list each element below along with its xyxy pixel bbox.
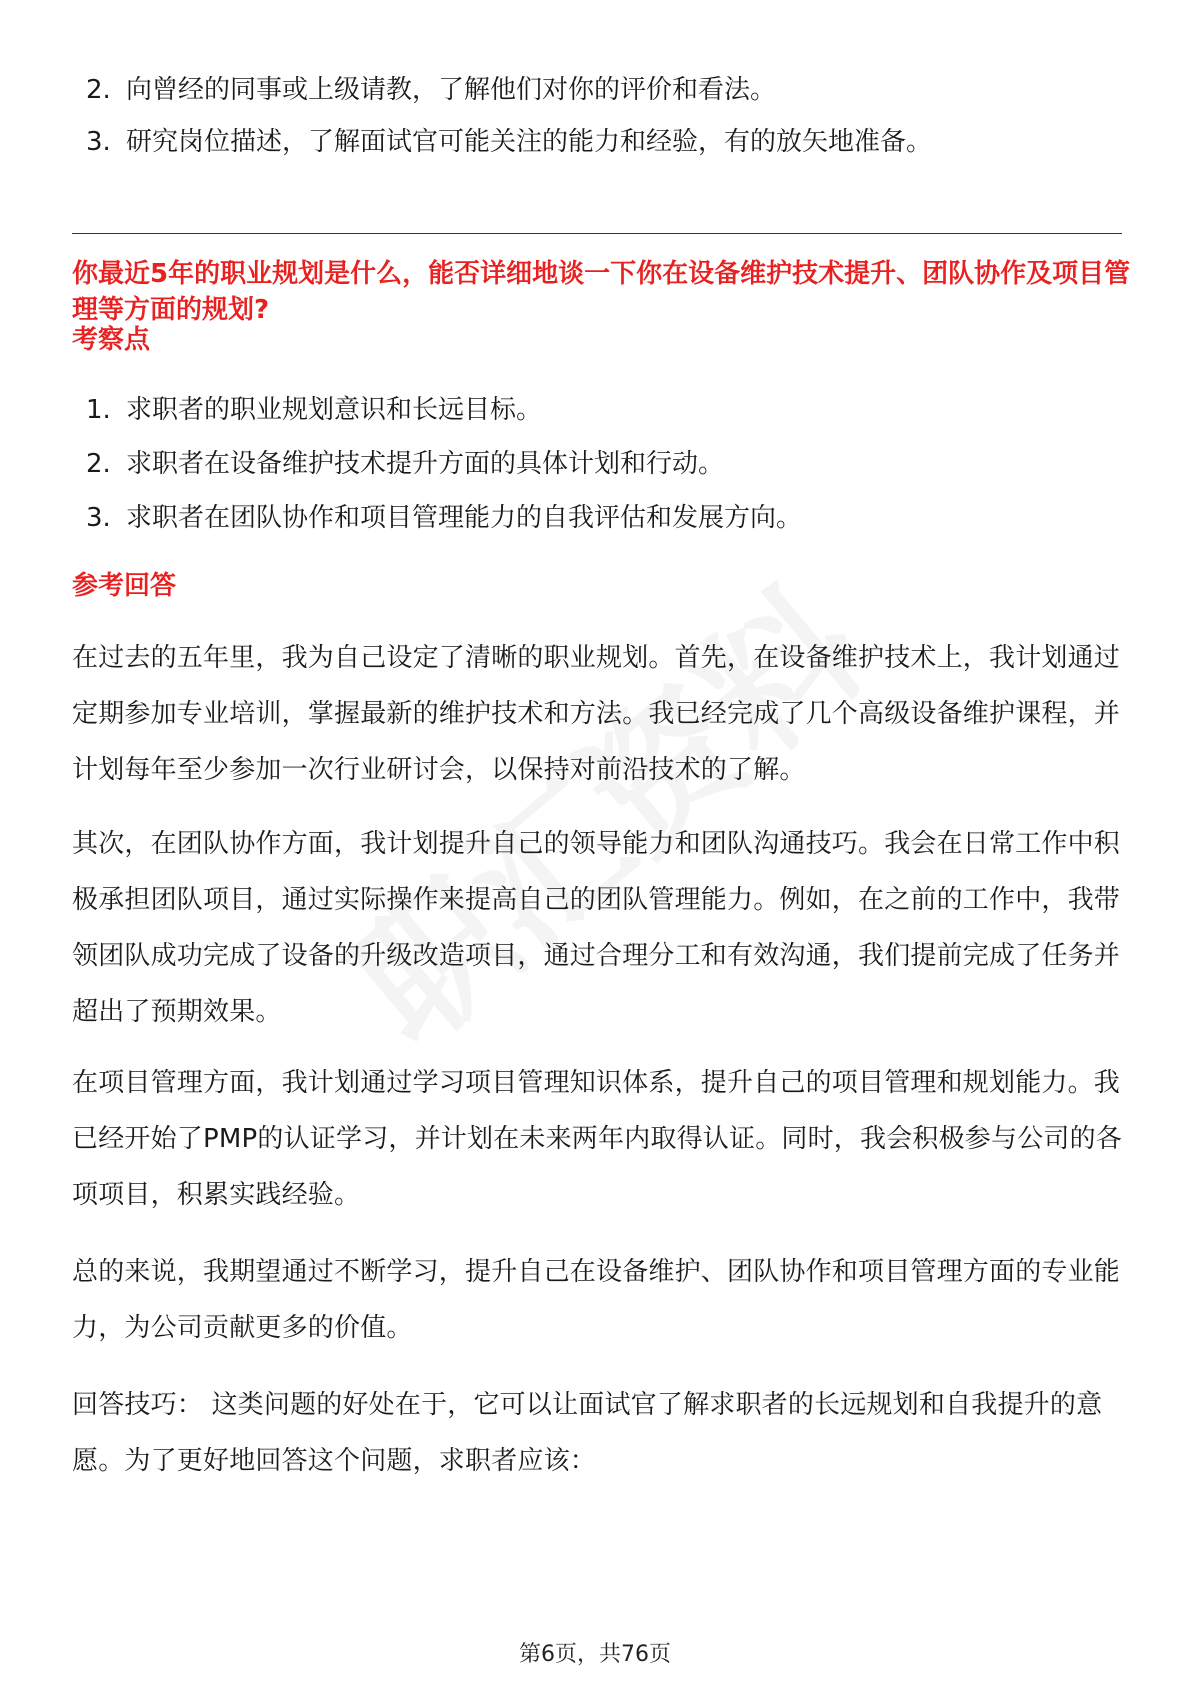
answer-paragraph: 总的来说，我期望通过不断学习，提升自己在设备维护、团队协作和项目管理方面的专业能力，为公司贡献更多的价值。 [72,1257,1121,1343]
answer-paragraph: 其次，在团队协作方面，我计划提升自己的领导能力和团队沟通技巧。我会在日常工作中积极承担团队项目，通过实际操作来提高自己的团队管理能力。例如，在之前的工作中，我带领团队成功完成了设备的升级改造项目，通过合理分工和有效沟通，我们提前完成了任务并超出了预期效果。 [72,829,1121,1027]
interview-question: 你最近5年的职业规划是什么，能否详细地谈一下你在设备维护技术提升、团队协作及项目管理等方面的规划? [72,259,1131,325]
answer-paragraph: 在项目管理方面，我计划通过学习项目管理知识体系，提升自己的项目管理和规划能力。我已经开始了PMP的认证学习，并计划在未来两年内取得认证。同时，我会积极参与公司的各项项目，积累实践经验。 [72,1068,1122,1210]
list-item [86,72,776,108]
list-item-text: 向曾经的同事或上级请教，了解他们对你的评价和看法。 [126,75,777,105]
list-item-number: 1. [86,395,111,425]
list-item-text: 研究岗位描述，了解面试官可能关注的能力和经验，有的放矢地准备。 [126,127,933,157]
list-item-number: 3. [86,503,111,533]
list-item-number: 3. [86,127,111,157]
section-divider [72,233,1122,234]
list-item-number: 2. [86,449,111,479]
reference-answer-heading: 参考回答 [72,571,177,601]
list-item [86,392,542,428]
list-item [86,446,724,482]
page-number-footer: 第6页，共76页 [519,1642,671,1667]
list-item-text: 求职者的职业规划意识和长远目标。 [126,395,543,425]
answer-tips-paragraph: 回答技巧： 这类问题的好处在于，它可以让面试官了解求职者的长远规划和自我提升的意愿。为了更好地回答这个问题，求职者应该： [72,1390,1103,1476]
list-item [86,124,932,160]
list-item-text: 求职者在设备维护技术提升方面的具体计划和行动。 [126,449,725,479]
list-item-number: 2. [86,75,111,105]
exam-points-heading: 考察点 [72,325,151,355]
answer-paragraph: 在过去的五年里，我为自己设定了清晰的职业规划。首先，在设备维护技术上，我计划通过定期参加专业培训，掌握最新的维护技术和方法。我已经完成了几个高级设备维护课程，并计划每年至少参加一次行业研讨会，以保持对前沿技术的了解。 [72,643,1121,785]
list-item-text: 求职者在团队协作和项目管理能力的自我评估和发展方向。 [126,503,803,533]
list-item [86,500,802,536]
